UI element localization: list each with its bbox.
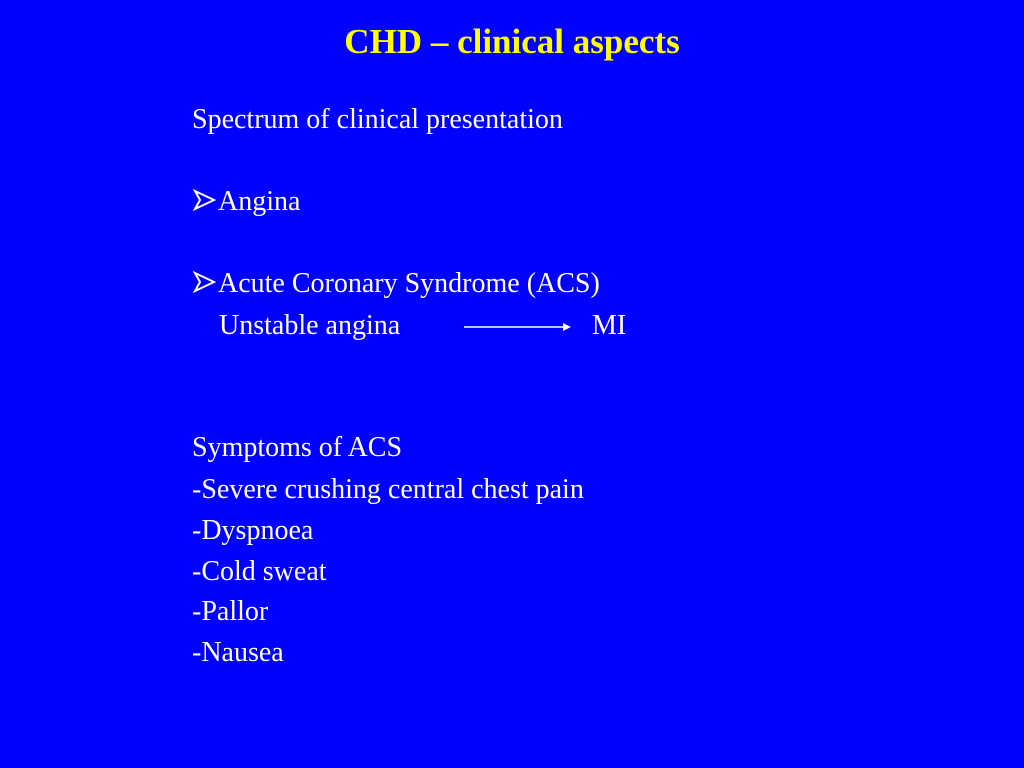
right-arrow-icon [464,320,572,334]
symptom-item: -Cold sweat [192,556,327,587]
progression-from: Unstable angina [219,310,401,341]
spectrum-heading: Spectrum of clinical presentation [192,104,563,135]
arrowhead-bullet-icon [192,188,218,212]
bullet-acs-label: Acute Coronary Syndrome (ACS) [218,268,600,299]
symptoms-heading: Symptoms of ACS [192,432,403,463]
symptom-item: -Pallor [192,596,269,627]
bullet-angina-label: Angina [218,186,301,217]
bullet-angina [192,186,300,218]
symptom-item: -Severe crushing central chest pain [192,474,584,505]
arrowhead-bullet-icon [192,270,218,294]
progression-to: MI [592,310,627,341]
slide-title: CHD – clinical aspects [344,22,680,61]
bullet-acs [192,268,600,300]
symptom-item: -Dyspnoea [192,515,314,546]
symptom-item: -Nausea [192,637,284,668]
